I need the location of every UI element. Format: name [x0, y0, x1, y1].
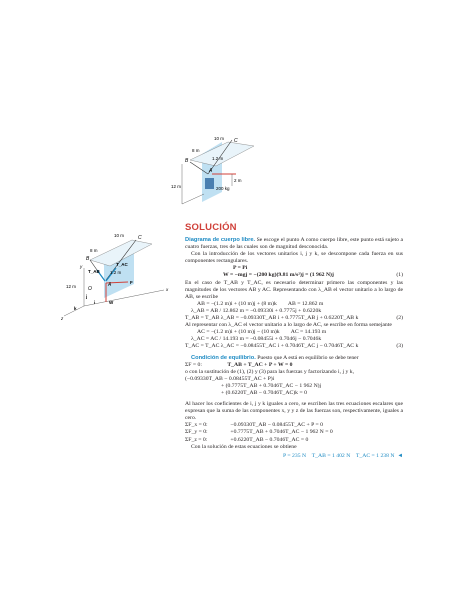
eq-sx-label: ΣF_x = 0: [185, 422, 208, 429]
axis-x [84, 290, 164, 306]
result-tab: T_AB = 1 402 N [311, 452, 351, 459]
eq-w: W = −mgj = −(200 kg)(9.81 m/s²)j = (1 962 N)j [223, 272, 334, 279]
eq-3-number: (3) [396, 343, 403, 350]
eq-sz: +0.6220T_AB − 0.7046T_AC = 0 [230, 436, 309, 443]
result-p: P = 235 N [283, 452, 307, 459]
eq-factor-1: (−0.09330T_AB − 0.08455T_AC + P)i [185, 375, 275, 382]
label-pt-b: B [185, 158, 189, 164]
eq-tac-row [185, 343, 403, 350]
paragraph-5 [185, 355, 403, 362]
eq-factor-2: + (0.7775T_AB + 0.7046T_AC − 1 962 N)j [221, 382, 322, 389]
eq-sum: T_AB + T_AC + P + W = 0 [227, 361, 293, 368]
label-ax-j: j [86, 294, 88, 299]
paragraph-2: Con la introducción de los vectores unitarios i, j y k, se descompone cada fuerza en sus componentes rectangulares. [185, 251, 403, 265]
text-5: Puesto que A está en equilibrio se debe tener [257, 354, 359, 361]
eq-sx-row [185, 422, 403, 429]
text-1: Se escoge el punto A como cuerpo libre, este punto está sujeto a cuatro fuerzas, tres de las cuales son de magnitud desconocida. [185, 237, 403, 251]
label-ax-y: y [80, 264, 83, 269]
eq-tab: T_AB = T_AB λ_AB = −0.09330T_AB i + 0.7775T_AB j + 0.6220T_AB k [185, 315, 359, 322]
mass-block [205, 178, 214, 189]
label-vec-f: F [130, 280, 133, 285]
label-vec-w: W [109, 300, 114, 305]
label-dim-top: 10 m [214, 136, 225, 141]
label-pt-a: A [108, 282, 112, 288]
heading-free-body: Diagrama de cuerpo libre. [185, 237, 256, 243]
label-ax-z: z [61, 316, 64, 321]
label-dim-side: 8 m [192, 148, 200, 153]
label-dim-mid: 1.2 m [110, 270, 122, 275]
eq-tac: T_AC = T_AC λ_AC = −0.08455T_AC i + 0.7046T_AC j − 0.7046T_AC k [185, 343, 359, 350]
solution-title: SOLUCIÓN [185, 222, 237, 233]
paragraph-4: Al representar con λ_AC el vector unitario a lo largo de AC, se escribe en forma semejante [185, 322, 392, 329]
end-marker-icon: ◄ [397, 452, 403, 459]
eq-w-row [185, 272, 403, 279]
eq-sy-row [185, 429, 403, 436]
label-dim-left: 12 m [171, 184, 182, 189]
figure-top [170, 130, 270, 210]
eq-sz-row [185, 437, 403, 444]
paragraph-6: o con la sustitución de (1), (2) y (3) para las fuerzas y factorizando i, j y k, [185, 368, 354, 375]
eq-sy-label: ΣF_y = 0: [185, 429, 208, 436]
eq-ab: AB = −(1.2 m)i + (10 m)j + (8 m)k AB = 12.862 m [197, 300, 324, 307]
eq-factor-3: + (0.6220T_AB − 0.7046T_AC)k = 0 [221, 389, 307, 396]
label-pt-b: B [86, 256, 90, 262]
label-pt-o: O [88, 286, 92, 292]
label-dim-top: 10 m [114, 233, 125, 238]
paragraph-8: Con la solución de estas ecuaciones se obtiene [191, 443, 297, 450]
paragraph-3: En el caso de T_AB y T_AC, es necesario determinar primero las componentes y las magnitudes de los vectores AB y AC. Representando con λ_AB el vector unitario a lo largo de AB, se escribe [185, 279, 403, 300]
axis-floor [182, 194, 204, 204]
paragraph-1 [185, 237, 403, 251]
solution-column [185, 237, 403, 460]
eq-sum-label: ΣF = 0: [185, 361, 202, 368]
label-pt-a: A [209, 168, 213, 174]
label-dim-right: 2 m [234, 178, 242, 183]
label-ax-x: x [166, 287, 169, 292]
label-dim-side: 8 m [90, 248, 98, 253]
label-vec-tab: T_AB [88, 269, 100, 274]
label-vec-tac: T_AC [116, 262, 128, 267]
paragraph-7: Al hacer los coeficientes de i, j y k iguales a cero, se escriben las tres ecuaciones escalares que expresan que la suma de las componentes x, y y z de las fuerzas son, respectivamente, iguales a cero. [185, 401, 403, 422]
label-ax-i: i [94, 300, 96, 305]
label-dim-left: 12 m [66, 284, 77, 289]
eq-sy: +0.7775T_AB + 0.7046T_AC − 1 962 N = 0 [230, 429, 333, 436]
eq-sum-row [185, 362, 403, 369]
heading-equilibrium: Condición de equilibrio. [191, 354, 256, 361]
label-dim-mid: 1.2 m [212, 156, 224, 161]
eq-p: P = Pi [233, 265, 248, 272]
label-pt-c: C [234, 138, 238, 144]
eq-lambda-ab: λ_AB = AB / 12.862 m = −0.09330i + 0.7775j + 0.6220k [191, 307, 322, 314]
eq-1-number: (1) [396, 272, 403, 279]
eq-ac: AC = −(1.2 m)i + (10 m)j − (10 m)k AC = 14.193 m [197, 329, 327, 336]
eq-sz-label: ΣF_z = 0: [185, 436, 208, 443]
eq-2-number: (2) [396, 315, 403, 322]
eq-sx: −0.09330T_AB − 0.08455T_AC + P = 0 [230, 422, 323, 429]
label-mass: 200 kg [216, 186, 230, 191]
label-pt-c: C [138, 235, 142, 241]
result-tac: T_AC = 1 238 N [355, 452, 395, 459]
eq-lambda-ac: λ_AC = AC / 14.193 m = −0.08455i + 0.7046j − 0.7046k [191, 336, 322, 343]
result-row [185, 453, 403, 460]
figure-left [60, 228, 184, 324]
label-ax-k: k [74, 306, 77, 311]
